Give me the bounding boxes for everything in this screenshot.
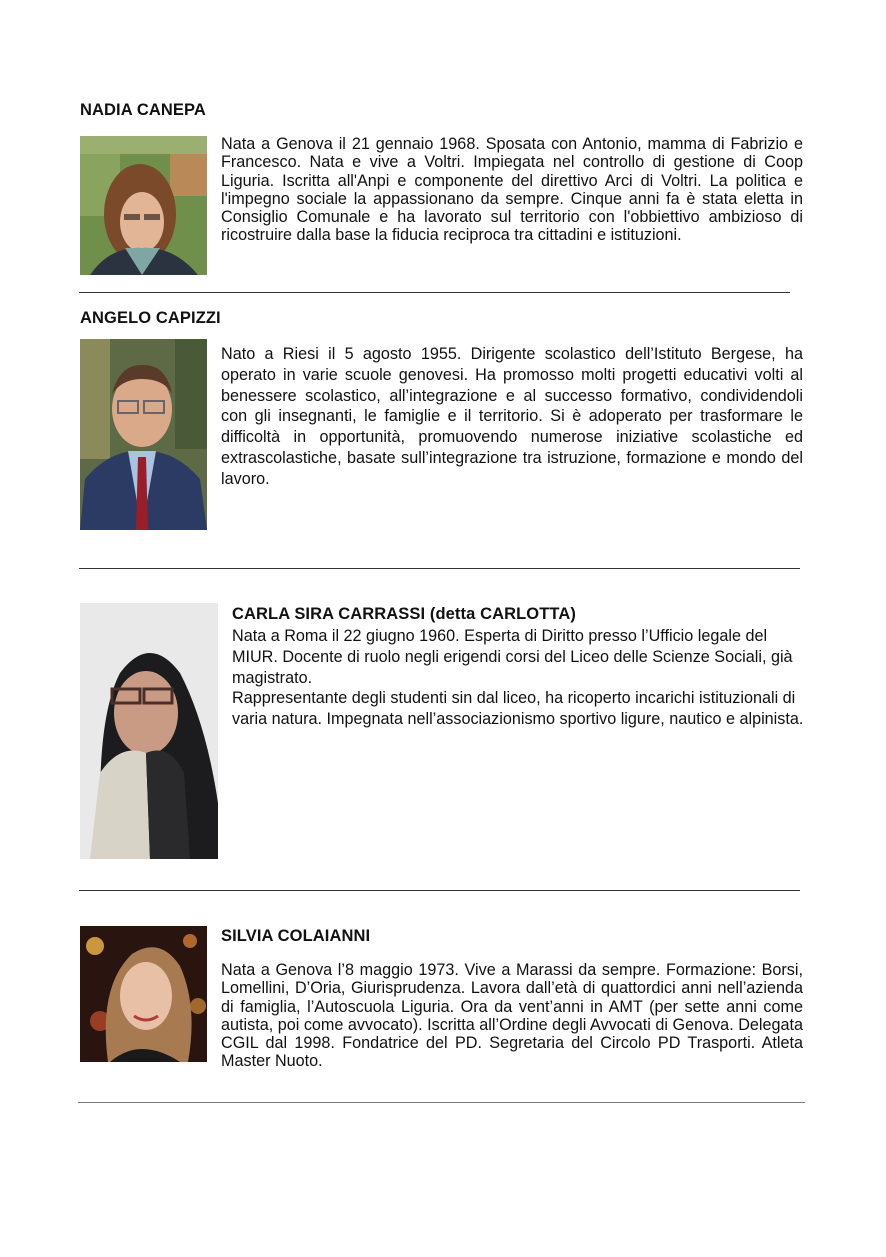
profile-photo [80, 926, 207, 1062]
profile-bio: Nata a Genova l’8 maggio 1973. Vive a Marassi da sempre. Formazione: Borsi, Lomellini, D’Oria, Giurisprudenza. Lavora dall’età di quattordici anni nell’azienda di famiglia, l’Autoscuola Liguria. Ora da vent’anni in AMT (per sette anni come autista, poi come avvocato). Iscritta all’Ordine degli Avvocati di Genova. Delegata CGIL dal 1998. Fondatrice del PD. Segretaria del Circolo PD Trasporti. Atleta Master Nuoto. [221, 961, 803, 1071]
profile-name: CARLA SIRA CARRASSI (detta CARLOTTA) [232, 605, 576, 623]
separator-line [79, 292, 790, 293]
separator-line [79, 568, 800, 569]
separator-line [78, 1102, 805, 1103]
separator-line [79, 890, 800, 891]
profile-photo [80, 603, 218, 859]
profile-photo [80, 339, 207, 530]
profile-bio: Nata a Roma il 22 giugno 1960. Esperta di Diritto presso l’Ufficio legale del MIUR. Docente di ruolo negli erigendi corsi del Liceo delle Scienze Sociali, già magistrato. [232, 627, 793, 687]
profile-bio: Nata a Genova il 21 gennaio 1968. Sposata con Antonio, mamma di Fabrizio e Francesco. Nata e vive a Voltri. Impiegata nel controllo di gestione di Coop Liguria. Iscritta all'Anpi e componente del direttivo Arci di Voltri. La politica e l'impegno sociale la appassionano da sempre. Cinque anni fa è stata eletta in Consiglio Comunale e ha lavorato sul territorio con l'obbiettivo ambizioso di ricostruire dalla base la fiducia reciproca tra cittadini e istituzioni. [221, 135, 803, 245]
profile-name: ANGELO CAPIZZI [80, 309, 221, 327]
profile-bio-continued: Rappresentante degli studenti sin dal liceo, ha ricoperto incarichi istituzionali di varia natura. Impegnata nell’associazionismo sportivo ligure, nautico e alpinista. [232, 689, 804, 728]
profile-name: SILVIA COLAIANNI [221, 927, 371, 945]
profile-bio: Nato a Riesi il 5 agosto 1955. Dirigente scolastico dell’Istituto Bergese, ha operato in varie scuole genovesi. Ha promosso molti progetti educativi volti al benessere scolastico, all’integrazione e al successo formativo, condividendoli con gli insegnanti, le famiglie e il territorio. Si è adoperato per trasformare le difficoltà in opportunità, promuovendo numerose iniziative scolastiche ed extrascolastiche, basate sull’integrazione tra istruzione, formazione e mondo del lavoro. [221, 345, 803, 488]
profile-name: NADIA CANEPA [80, 101, 206, 119]
profile-photo [80, 136, 207, 275]
